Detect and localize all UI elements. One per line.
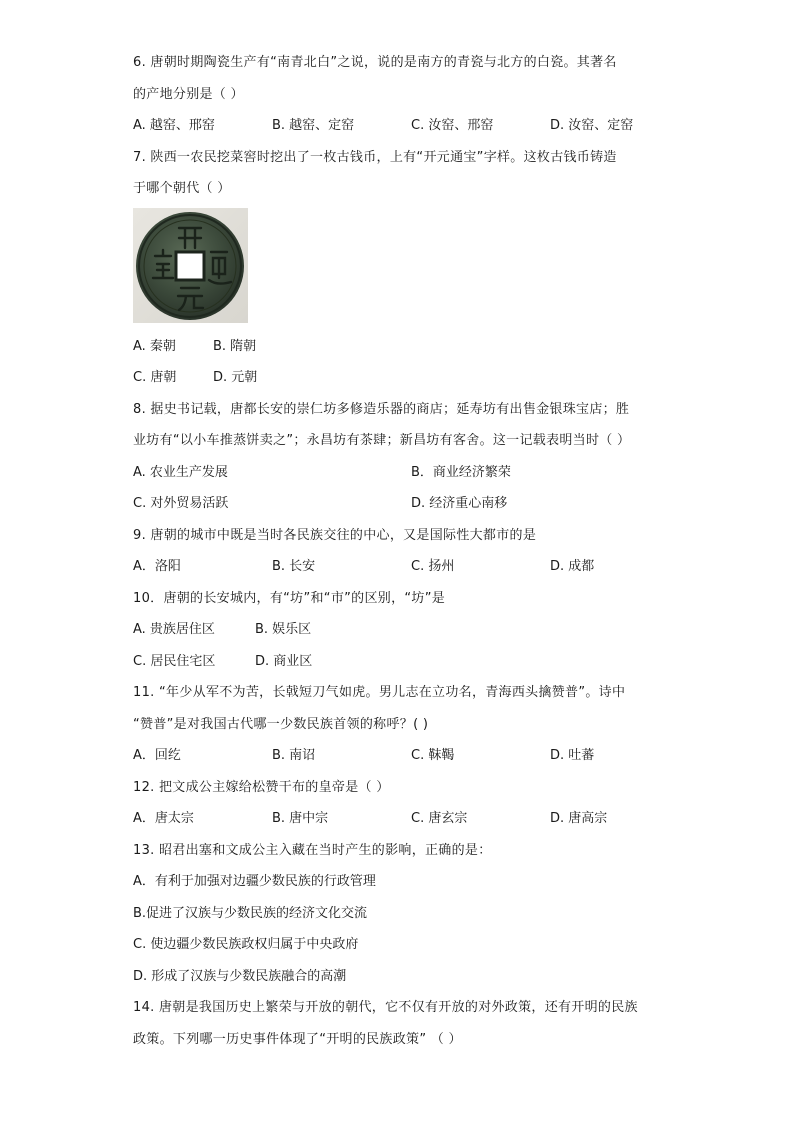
q12-stem: 12. 把文成公主嫁给松赞干布的皇帝是（ ） — [133, 780, 390, 795]
q11-option-c: C. 靺鞨 — [411, 748, 455, 763]
q10-option-c: C. 居民住宅区 — [133, 654, 216, 669]
q10-option-b: B. 娱乐区 — [255, 622, 312, 637]
q7-option-a: A. 秦朝 — [133, 339, 176, 354]
q10-option-a: A. 贵族居住区 — [133, 622, 215, 637]
q6-stem-line-2: 的产地分别是（ ） — [133, 87, 244, 102]
q13-option-a: A．有利于加强对边疆少数民族的行政管理 — [133, 874, 376, 889]
q8-option-b: B．商业经济繁荣 — [411, 465, 511, 480]
q7-stem-line-1: 7. 陕西一农民挖菜窖时挖出了一枚古钱币，上有“开元通宝”字样。这枚古钱币铸造 — [133, 150, 617, 165]
q8-option-d: D. 经济重心南移 — [411, 496, 508, 511]
kaiyuan-tongbao-coin-image — [133, 208, 248, 323]
q7-option-d: D. 元朝 — [213, 370, 258, 385]
q11-option-b: B. 南诏 — [272, 748, 316, 763]
q12-option-a: A．唐太宗 — [133, 811, 194, 826]
q13-option-c: C. 使边疆少数民族政权归属于中央政府 — [133, 937, 359, 952]
q8-stem-line-1: 8. 据史书记载，唐都长安的崇仁坊多修造乐器的商店；延寿坊有出售金银珠宝店；胜 — [133, 402, 630, 417]
q11-option-d: D. 吐蕃 — [550, 748, 595, 763]
q7-option-b: B. 隋朝 — [213, 339, 257, 354]
q11-option-a: A．回纥 — [133, 748, 181, 763]
q8-stem-line-2: 业坊有“以小车推蒸饼卖之”；永昌坊有茶肆；新昌坊有客舍。这一记载表明当时（ ） — [133, 433, 631, 448]
q8-option-a: A. 农业生产发展 — [133, 465, 228, 480]
q6-option-d: D. 汝窑、定窑 — [550, 118, 634, 133]
q11-stem-line-1: 11. “年少从军不为苦，长戟短刀气如虎。男儿志在立功名，青海西头擒赞普”。诗中 — [133, 685, 626, 700]
q9-option-d: D. 成都 — [550, 559, 595, 574]
q13-option-b: B.促进了汉族与少数民族的经济文化交流 — [133, 906, 368, 921]
q6-stem-line-1: 6. 唐朝时期陶瓷生产有“南青北白”之说，说的是南方的青瓷与北方的白瓷。其著名 — [133, 55, 617, 70]
q12-option-c: C. 唐玄宗 — [411, 811, 468, 826]
q6-option-b: B. 越窑、定窑 — [272, 118, 355, 133]
q9-option-a: A．洛阳 — [133, 559, 181, 574]
q9-stem: 9. 唐朝的城市中既是当时各民族交往的中心，又是国际性大都市的是 — [133, 528, 537, 543]
q9-option-c: C. 扬州 — [411, 559, 455, 574]
q12-option-d: D. 唐高宗 — [550, 811, 608, 826]
q6-option-a: A. 越窑、邢窑 — [133, 118, 215, 133]
q13-stem: 13. 昭君出塞和文成公主入藏在当时产生的影响，正确的是： — [133, 843, 492, 858]
q12-option-b: B. 唐中宗 — [272, 811, 329, 826]
q14-stem-line-1: 14. 唐朝是我国历史上繁荣与开放的朝代，它不仅有开放的对外政策，还有开明的民族 — [133, 1000, 638, 1015]
q11-stem-line-2: “赞普”是对我国古代哪一少数民族首领的称呼？( ) — [133, 717, 429, 732]
q14-stem-line-2: 政策。下列哪一历史事件体现了“开明的民族政策” （ ） — [133, 1032, 462, 1047]
q6-option-c: C. 汝窑、邢窑 — [411, 118, 494, 133]
q9-option-b: B. 长安 — [272, 559, 316, 574]
q7-stem-line-2: 于哪个朝代（ ） — [133, 181, 231, 196]
q10-stem: 10．唐朝的长安城内，有“坊”和“市”的区别，“坊”是 — [133, 591, 446, 606]
q10-option-d: D. 商业区 — [255, 654, 313, 669]
q13-option-d: D. 形成了汉族与少数民族融合的高潮 — [133, 969, 347, 984]
q8-option-c: C. 对外贸易活跃 — [133, 496, 229, 511]
q7-option-c: C. 唐朝 — [133, 370, 177, 385]
